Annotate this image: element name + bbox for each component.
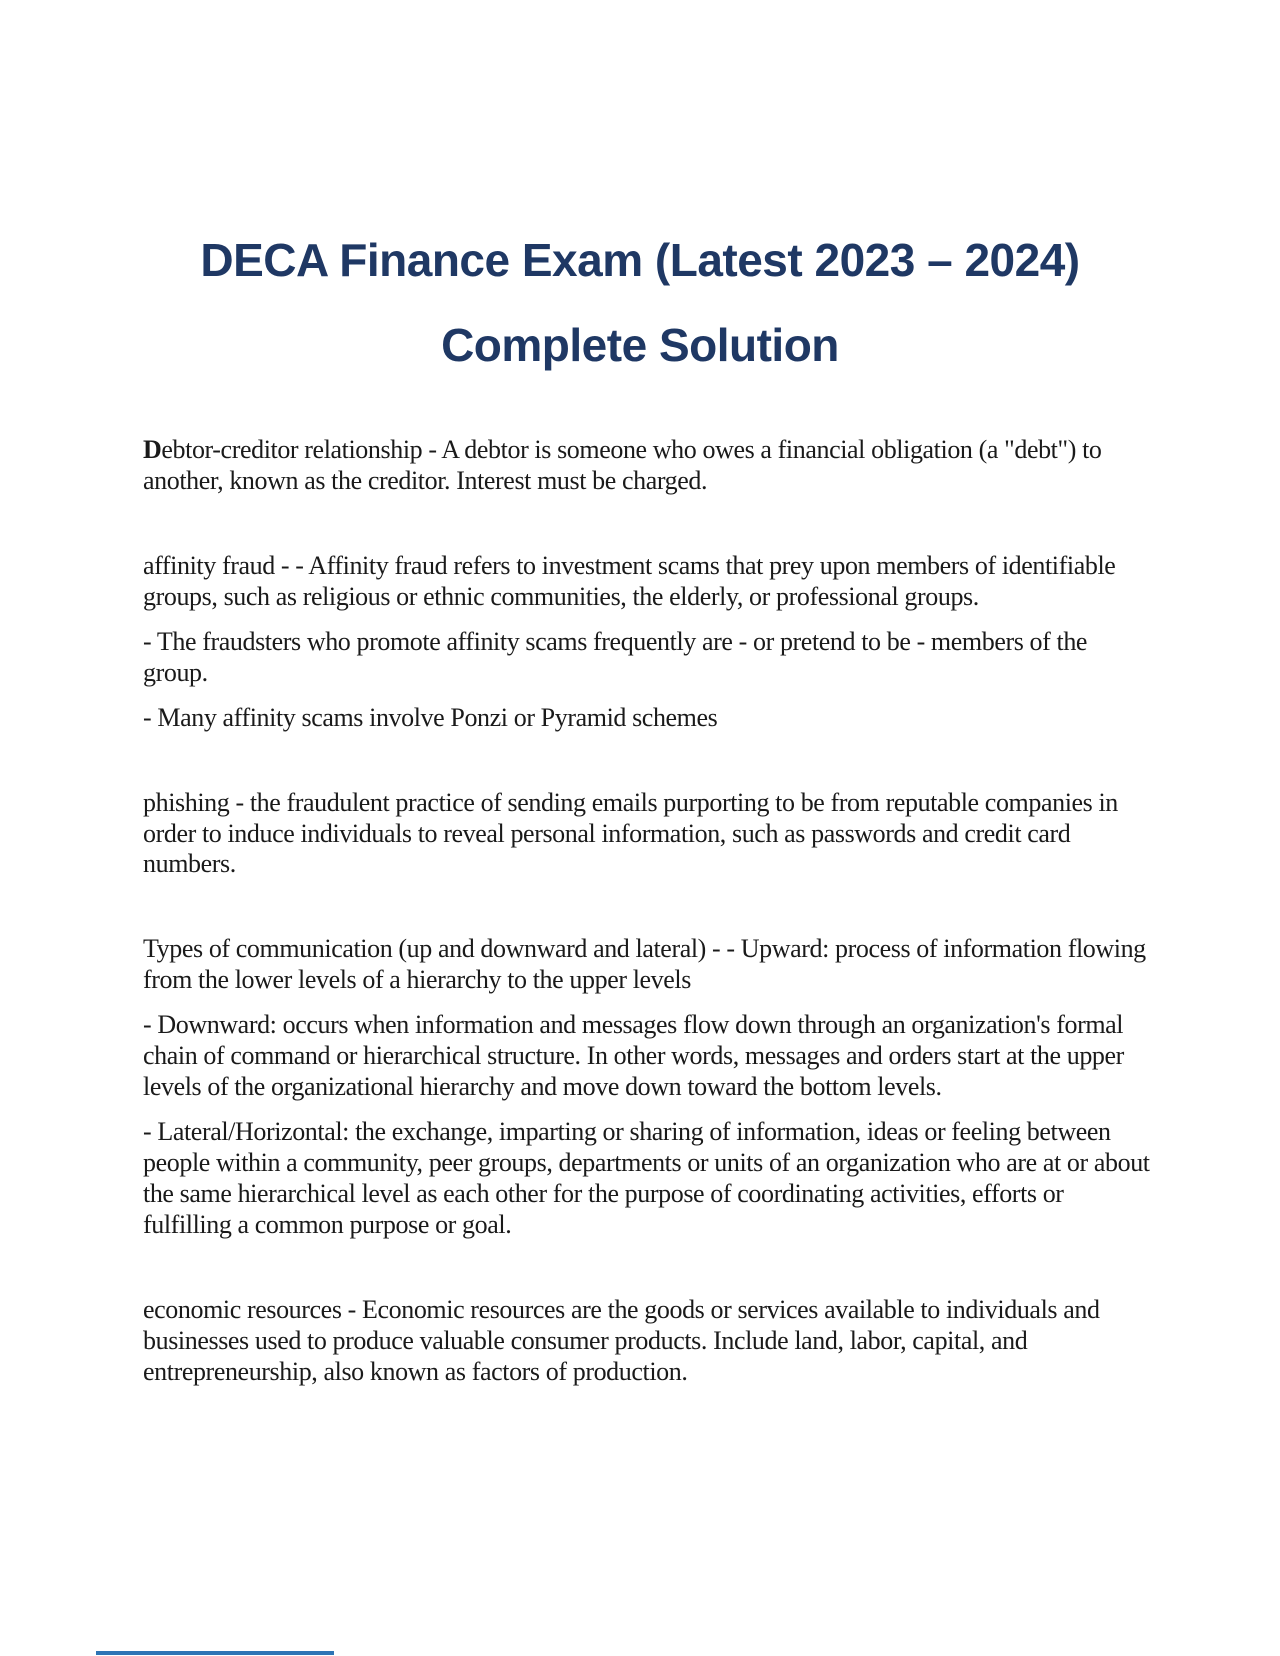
paragraph: affinity fraud - - Affinity fraud refers to investment scams that prey upon members of identifiable groups, such as religious or ethnic communities, the elderly, or professional groups. — [143, 550, 1116, 611]
qa-block-affinity-fraud — [143, 551, 1153, 734]
paragraph: - Lateral/Horizontal: the exchange, imparting or sharing of information, ideas or feeling between people within a community, peer groups, departments or units of an organization who are at or about the same hierarchical level as each other for the purpose of coordinating activities, efforts or fulfilling a common purpose or goal. — [143, 1117, 1150, 1239]
paragraph: Types of communication (up and downward and lateral) - - Upward: process of information flowing from the lower levels of a hierarchy to the upper levels — [143, 934, 1146, 995]
qa-block-phishing — [143, 788, 1153, 881]
paragraph: - Many affinity scams involve Ponzi or Pyramid schemes — [143, 702, 718, 732]
qa-block-debtor-creditor — [143, 435, 1153, 497]
paragraph: - Downward: occurs when information and messages flow down through an organization's formal chain of command or hierarchical structure. In other words, messages and orders start at the upper levels of the organizational hierarchy and move down toward the bottom levels. — [143, 1010, 1124, 1102]
page-title-line1: DECA Finance Exam (Latest 2023 – 2024) — [200, 234, 1080, 286]
paragraph-lead: D — [143, 435, 162, 464]
paragraph: - The fraudsters who promote affinity scams frequently are - or pretend to be - members of the group. — [143, 626, 1088, 687]
page-title-line2: Complete Solution — [441, 319, 839, 371]
paragraph — [143, 435, 1153, 497]
qa-block-types-of-communication — [143, 934, 1153, 1240]
paragraph: economic resources - Economic resources are the goods or services available to individuals and businesses used to produce valuable consumer products. Include land, labor, capital, and entrepreneurship, also known as factors of production. — [143, 1294, 1100, 1386]
document-body — [143, 435, 1153, 1388]
qa-block-economic-resources — [143, 1295, 1153, 1388]
paragraph-text: ebtor-creditor relationship - A debtor is someone who owes a financial obligation (a "debt") to another, known as the creditor. Interest must be charged. — [143, 435, 1102, 495]
paragraph: phishing - the fraudulent practice of sending emails purporting to be from reputable companies in order to induce individuals to reveal personal information, such as passwords and credit card numbers. — [143, 787, 1118, 879]
footer-accent-rule — [96, 1651, 334, 1655]
page-title — [70, 218, 1210, 388]
